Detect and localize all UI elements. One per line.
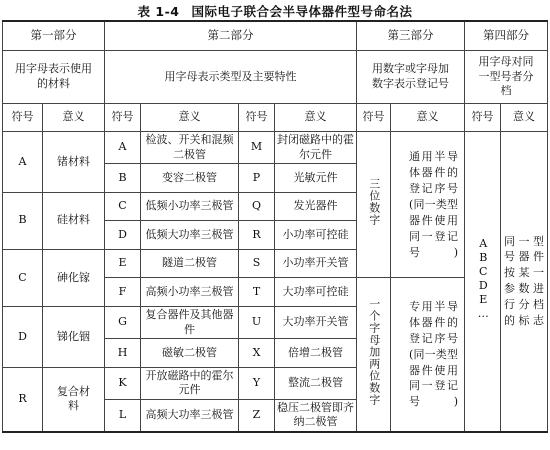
type-symbol: C bbox=[105, 192, 141, 221]
material-meaning: 锑化铟 bbox=[43, 307, 105, 368]
registration-meaning-special bbox=[391, 278, 465, 432]
type-meaning: 小功率可控硅 bbox=[275, 221, 357, 250]
type-symbol: F bbox=[105, 278, 141, 307]
material-meaning: 硅材料 bbox=[43, 192, 105, 249]
type-symbol: X bbox=[239, 339, 275, 368]
type-meaning: 检波、开关和混频二极管 bbox=[141, 132, 239, 164]
grading-meaning bbox=[501, 132, 548, 432]
type-symbol: H bbox=[105, 339, 141, 368]
header-desc3: 用数字或字母加数字表示登记号 bbox=[357, 51, 465, 104]
col-meaning-4: 意义 bbox=[391, 104, 465, 132]
header-part-row bbox=[3, 21, 548, 51]
type-symbol: B bbox=[105, 164, 141, 193]
type-meaning: 封闭磁路中的霍尔元件 bbox=[275, 132, 357, 164]
type-meaning: 倍增二极管 bbox=[275, 339, 357, 368]
col-meaning-5: 意义 bbox=[501, 104, 548, 132]
registration-symbol-special bbox=[357, 278, 391, 432]
type-meaning: 大功率可控硅 bbox=[275, 278, 357, 307]
col-symbol-3: 符号 bbox=[239, 104, 275, 132]
type-symbol: Z bbox=[239, 399, 275, 432]
type-meaning: 小功率开关管 bbox=[275, 249, 357, 278]
type-symbol: L bbox=[105, 399, 141, 432]
type-meaning: 复合器件及其他器件 bbox=[141, 307, 239, 339]
header-part3: 第三部分 bbox=[357, 21, 465, 51]
type-symbol: Y bbox=[239, 367, 275, 399]
header-desc4: 用字母对同一型号者分档 bbox=[465, 51, 548, 104]
type-meaning: 低频大功率三极管 bbox=[141, 221, 239, 250]
material-symbol: C bbox=[3, 249, 43, 306]
type-meaning: 高频小功率三极管 bbox=[141, 278, 239, 307]
table-caption bbox=[0, 2, 550, 20]
type-meaning: 大功率开关管 bbox=[275, 307, 357, 339]
type-symbol: K bbox=[105, 367, 141, 399]
grading-symbols-text: ABCDE… bbox=[476, 237, 490, 322]
caption-title: 国际电子联合会半导体器件型号命名法 bbox=[191, 4, 413, 19]
header-desc2: 用字母表示类型及主要特性 bbox=[105, 51, 357, 104]
registration-symbol-general bbox=[357, 132, 391, 278]
type-symbol: T bbox=[239, 278, 275, 307]
col-meaning-3: 意义 bbox=[275, 104, 357, 132]
type-meaning: 发光器件 bbox=[275, 192, 357, 221]
table-row bbox=[3, 132, 548, 164]
grading-meaning-text: 同一型号器件按某一参数进行分档的标志 bbox=[504, 234, 544, 328]
material-meaning: 砷化镓 bbox=[43, 249, 105, 306]
header-desc1: 用字母表示使用的材料 bbox=[3, 51, 105, 104]
material-symbol: A bbox=[3, 132, 43, 193]
type-meaning: 变容二极管 bbox=[141, 164, 239, 193]
registration-meaning-general bbox=[391, 132, 465, 278]
type-symbol: Q bbox=[239, 192, 275, 221]
type-meaning: 隧道二极管 bbox=[141, 249, 239, 278]
col-symbol-1: 符号 bbox=[3, 104, 43, 132]
type-meaning: 光敏元件 bbox=[275, 164, 357, 193]
type-symbol: S bbox=[239, 249, 275, 278]
type-symbol: A bbox=[105, 132, 141, 164]
type-meaning: 稳压二极管即齐纳二极管 bbox=[275, 399, 357, 432]
type-symbol: G bbox=[105, 307, 141, 339]
naming-table bbox=[2, 20, 548, 433]
material-symbol: B bbox=[3, 192, 43, 249]
col-meaning-2: 意义 bbox=[141, 104, 239, 132]
material-meaning: 复合材料 bbox=[43, 367, 105, 432]
col-meaning-1: 意义 bbox=[43, 104, 105, 132]
type-meaning: 整流二极管 bbox=[275, 367, 357, 399]
type-meaning: 磁敏二极管 bbox=[141, 339, 239, 368]
registration-meaning-text: 专用半导体器件的登记序号(同一类型器件使用同一登记号) bbox=[409, 299, 458, 409]
caption-number: 表 1-4 bbox=[137, 4, 180, 19]
type-symbol: E bbox=[105, 249, 141, 278]
registration-meaning-text: 通用半导体器件的登记序号(同一类型器件使用同一登记号) bbox=[409, 149, 458, 259]
grading-symbols bbox=[465, 132, 501, 432]
type-meaning: 开放磁路中的霍尔元件 bbox=[141, 367, 239, 399]
type-symbol: R bbox=[239, 221, 275, 250]
header-part2: 第二部分 bbox=[105, 21, 357, 51]
type-symbol: U bbox=[239, 307, 275, 339]
header-symbol-row bbox=[3, 104, 548, 132]
header-desc-row bbox=[3, 51, 548, 104]
col-symbol-4: 符号 bbox=[357, 104, 391, 132]
type-symbol: P bbox=[239, 164, 275, 193]
material-meaning: 锗材料 bbox=[43, 132, 105, 193]
material-symbol: D bbox=[3, 307, 43, 368]
type-meaning: 低频小功率三极管 bbox=[141, 192, 239, 221]
type-meaning: 高频大功率三极管 bbox=[141, 399, 239, 432]
header-part1: 第一部分 bbox=[3, 21, 105, 51]
col-symbol-2: 符号 bbox=[105, 104, 141, 132]
type-symbol: M bbox=[239, 132, 275, 164]
registration-symbol-text: 一个字母加两位数字 bbox=[367, 298, 381, 407]
material-symbol: R bbox=[3, 367, 43, 432]
type-symbol: D bbox=[105, 221, 141, 250]
header-part4: 第四部分 bbox=[465, 21, 548, 51]
registration-symbol-text: 三位数字 bbox=[367, 178, 381, 227]
col-symbol-5: 符号 bbox=[465, 104, 501, 132]
